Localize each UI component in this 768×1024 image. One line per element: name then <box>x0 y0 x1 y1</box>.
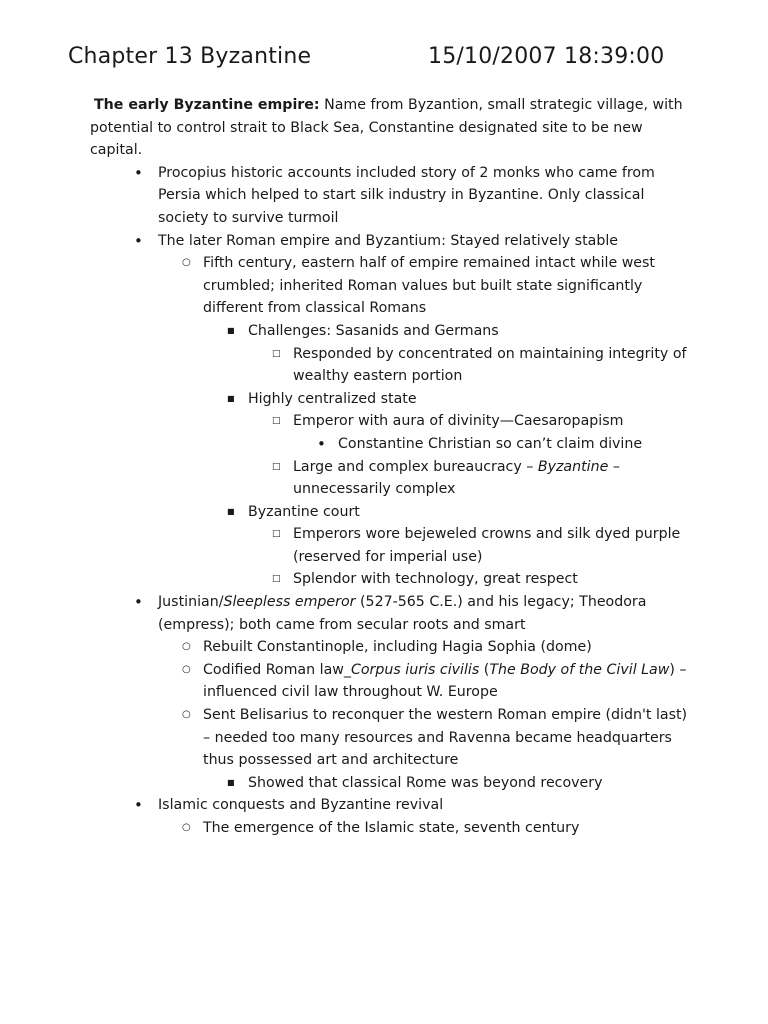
list-item <box>90 230 690 592</box>
outline-level-2 <box>158 817 690 840</box>
list-item-text: The later Roman empire and Byzantium: Stayed relatively stable <box>158 232 618 249</box>
list-item-text: Byzantine court <box>248 503 360 520</box>
italic-term: The Body of the Civil Law <box>489 661 670 678</box>
hollow-square-bullet-icon <box>272 410 281 433</box>
square-bullet-icon <box>227 388 235 411</box>
circle-bullet-icon <box>182 636 191 659</box>
square-bullet-icon <box>227 501 235 524</box>
list-item-text: Codified Roman law_ <box>203 661 351 678</box>
italic-term: Byzantine <box>537 458 609 475</box>
list-item <box>158 252 690 591</box>
timestamp: 15/10/2007 18:39:00 <box>428 44 665 69</box>
list-item <box>248 456 690 501</box>
outline-level-1 <box>90 162 690 840</box>
list-item-text: Emperors wore bejeweled crowns and silk dyed purple (reserved for imperial use) <box>293 526 681 565</box>
hollow-square-bullet-icon <box>272 523 281 546</box>
list-item-text: ) – influenced civil law throughout W. Europe <box>203 661 687 701</box>
list-item <box>203 320 690 388</box>
intro-paragraph <box>90 94 690 162</box>
outline-level-4 <box>248 410 690 500</box>
hollow-square-bullet-icon <box>272 568 281 591</box>
circle-bullet-icon <box>182 817 191 840</box>
list-item-text: Justinian/ <box>158 594 224 611</box>
bullet-icon <box>317 433 326 456</box>
outline-level-4 <box>248 343 690 388</box>
notes-body <box>90 94 690 840</box>
intro-heading: The early Byzantine empire: <box>94 97 320 113</box>
list-item-text: Emperor with aura of divinity—Caesaropapism <box>293 413 624 430</box>
list-item-text: Splendor with technology, great respect <box>293 571 578 588</box>
bullet-icon <box>134 162 143 185</box>
bullet-icon <box>134 794 143 817</box>
list-item-text: Challenges: Sasanids and Germans <box>248 322 499 339</box>
outline-level-5 <box>293 433 690 456</box>
list-item <box>90 162 690 230</box>
list-item-text: Fifth century, eastern half of empire remained intact while west crumbled; inherited Roman values but built state significantly different from classical Romans <box>203 255 655 317</box>
list-item-text: Highly centralized state <box>248 390 417 407</box>
list-item <box>90 794 690 839</box>
bullet-icon <box>134 230 143 253</box>
list-item-text: (527-565 C.E.) and his legacy; Theodora (empress); both came from secular roots and smart <box>158 594 647 633</box>
list-item-text: Constantine Christian so can’t claim divine <box>338 435 643 452</box>
outline-level-2 <box>158 252 690 591</box>
list-item-text: Sent Belisarius to reconquer the western Roman empire (didn't last) – needed too many resources and Ravenna became headquarters thus possessed art and architecture <box>203 707 688 769</box>
list-item <box>248 523 690 568</box>
outline-level-3 <box>203 320 690 591</box>
list-item-text: Large and complex bureaucracy – <box>293 458 538 475</box>
list-item-text: Rebuilt Constantinople, including Hagia Sophia (dome) <box>203 639 592 656</box>
circle-bullet-icon <box>182 704 191 727</box>
square-bullet-icon <box>227 320 235 343</box>
list-item <box>248 568 690 591</box>
outline-level-4 <box>248 523 690 591</box>
list-item <box>203 501 690 591</box>
bullet-icon <box>134 591 143 614</box>
list-item <box>158 817 690 840</box>
italic-term: Corpus iuris civilis <box>350 661 480 678</box>
list-item <box>203 388 690 501</box>
list-item <box>158 659 690 704</box>
list-item <box>248 343 690 388</box>
list-item <box>293 433 690 456</box>
outline-level-3 <box>203 772 690 795</box>
outline-level-2 <box>158 636 690 794</box>
square-bullet-icon <box>227 772 235 795</box>
list-item-text: The emergence of the Islamic state, seventh century <box>203 820 580 836</box>
list-item <box>90 591 690 794</box>
hollow-square-bullet-icon <box>272 456 281 479</box>
list-item-text: ( <box>479 661 490 678</box>
list-item <box>158 636 690 659</box>
list-item-text: Islamic conquests and Byzantine revival <box>158 797 444 814</box>
list-item-text: Responded by concentrated on maintaining integrity of wealthy eastern portion <box>293 345 687 385</box>
list-item <box>203 772 690 795</box>
italic-term: Sleepless emperor <box>223 594 356 611</box>
circle-bullet-icon <box>182 252 191 275</box>
circle-bullet-icon <box>182 659 191 682</box>
list-item <box>248 410 690 455</box>
hollow-square-bullet-icon <box>272 343 281 366</box>
list-item-text: Showed that classical Rome was beyond recovery <box>248 774 603 791</box>
list-item-text: Procopius historic accounts included story of 2 monks who came from Persia which helped to start silk industry in Byzantine. Only classical society to survive turmoil <box>158 164 655 226</box>
page-title: Chapter 13 Byzantine <box>68 44 312 69</box>
list-item <box>158 704 690 794</box>
list-item-text: – unnecessarily complex <box>293 458 620 498</box>
intro-text: Name from Byzantion, small strategic village, with potential to control strait to Black Sea, Constantine designated site to be new capital. <box>90 97 683 159</box>
